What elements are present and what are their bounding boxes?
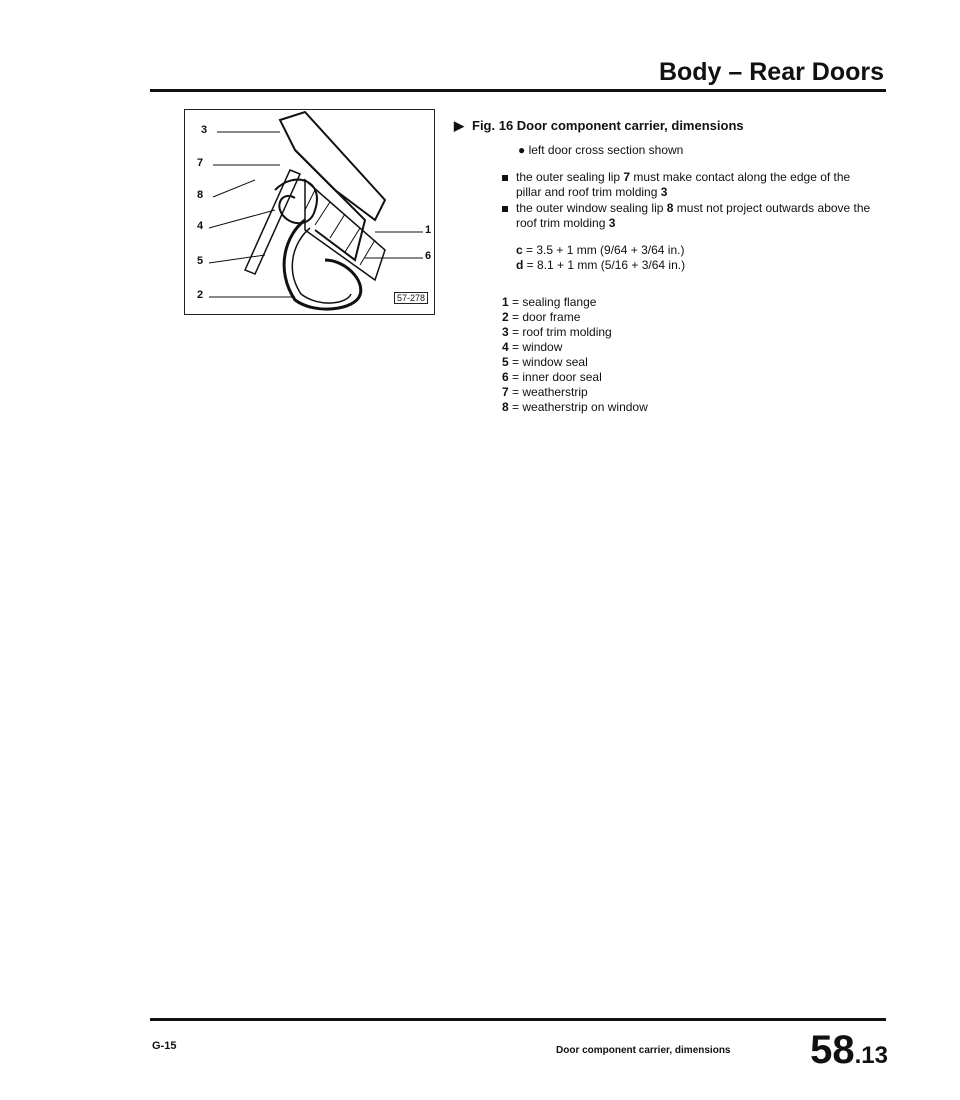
arrow-right-icon: ▶ [454, 118, 464, 133]
legend-text: = window [508, 340, 563, 354]
figure-caption-text: Fig. 16 Door component carrier, dimensions [472, 118, 744, 133]
callout-4: 4 [197, 220, 204, 232]
bullet-dot-icon: ● [518, 143, 526, 157]
legend-text: = weatherstrip on window [508, 400, 648, 414]
callout-7: 7 [197, 157, 204, 169]
figure-description [454, 118, 874, 415]
note-item [454, 143, 874, 158]
callout-8: 8 [197, 189, 204, 201]
legend-row [502, 385, 874, 400]
requirement-item [502, 170, 874, 200]
legend-num: 7 [502, 385, 509, 399]
requirement-ref: 3 [660, 185, 668, 199]
page-number [810, 1028, 888, 1073]
legend-row [502, 325, 874, 340]
page-number-main: 58 [810, 1028, 855, 1072]
note-text: left door cross section shown [528, 143, 684, 157]
requirement-list [454, 170, 874, 231]
requirement-text: must make contact along the edge of the pillar and roof trim molding [516, 170, 851, 199]
requirement-text: must not project outwards above the roof trim molding [516, 201, 871, 230]
page-title: Body – Rear Doors [658, 58, 884, 86]
legend-num: 5 [502, 355, 509, 369]
legend-text: = door frame [508, 310, 581, 324]
figure-code: 57-278 [394, 292, 428, 304]
dimension-var: c [516, 243, 523, 257]
dimension-row [516, 243, 874, 258]
legend-row [502, 400, 874, 415]
legend-num: 3 [502, 325, 509, 339]
legend-text: = sealing flange [508, 295, 597, 309]
header-rule [150, 89, 886, 92]
requirement-text: the outer sealing lip [516, 170, 624, 184]
dimension-var: d [516, 258, 524, 272]
callout-1: 1 [425, 224, 432, 236]
callout-6: 6 [425, 250, 432, 262]
figure-caption [454, 118, 874, 133]
requirement-text: the outer window sealing lip [516, 201, 667, 215]
requirement-ref: 7 [623, 170, 631, 184]
callout-2: 2 [197, 289, 204, 301]
dimension-list [454, 243, 874, 273]
dimension-value: = 3.5 + 1 mm (9/64 + 3/64 in.) [522, 243, 685, 257]
requirement-ref: 8 [666, 201, 674, 215]
legend-text: = weatherstrip [508, 385, 588, 399]
legend-row [502, 370, 874, 385]
footer-code: G-15 [152, 1040, 177, 1052]
legend-list [454, 295, 874, 415]
door-seal-figure [184, 109, 435, 315]
legend-num: 2 [502, 310, 509, 324]
legend-num: 6 [502, 370, 509, 384]
requirement-ref: 3 [608, 216, 616, 230]
legend-num: 4 [502, 340, 509, 354]
legend-text: = window seal [508, 355, 588, 369]
legend-num: 8 [502, 400, 509, 414]
legend-row [502, 340, 874, 355]
legend-row [502, 295, 874, 310]
dimension-value: = 8.1 + 1 mm (5/16 + 3/64 in.) [523, 258, 686, 272]
footer-rule [150, 1018, 886, 1021]
callout-5: 5 [197, 255, 204, 267]
legend-text: = roof trim molding [508, 325, 612, 339]
door-seal-illustration [185, 110, 435, 315]
footer-caption: Door component carrier, dimensions [556, 1045, 731, 1056]
legend-row [502, 310, 874, 325]
requirement-item [502, 201, 874, 231]
legend-row [502, 355, 874, 370]
dimension-row [516, 258, 874, 273]
callout-3: 3 [201, 124, 208, 136]
page-number-sub: .13 [854, 1042, 888, 1069]
legend-text: = inner door seal [508, 370, 602, 384]
legend-num: 1 [502, 295, 509, 309]
